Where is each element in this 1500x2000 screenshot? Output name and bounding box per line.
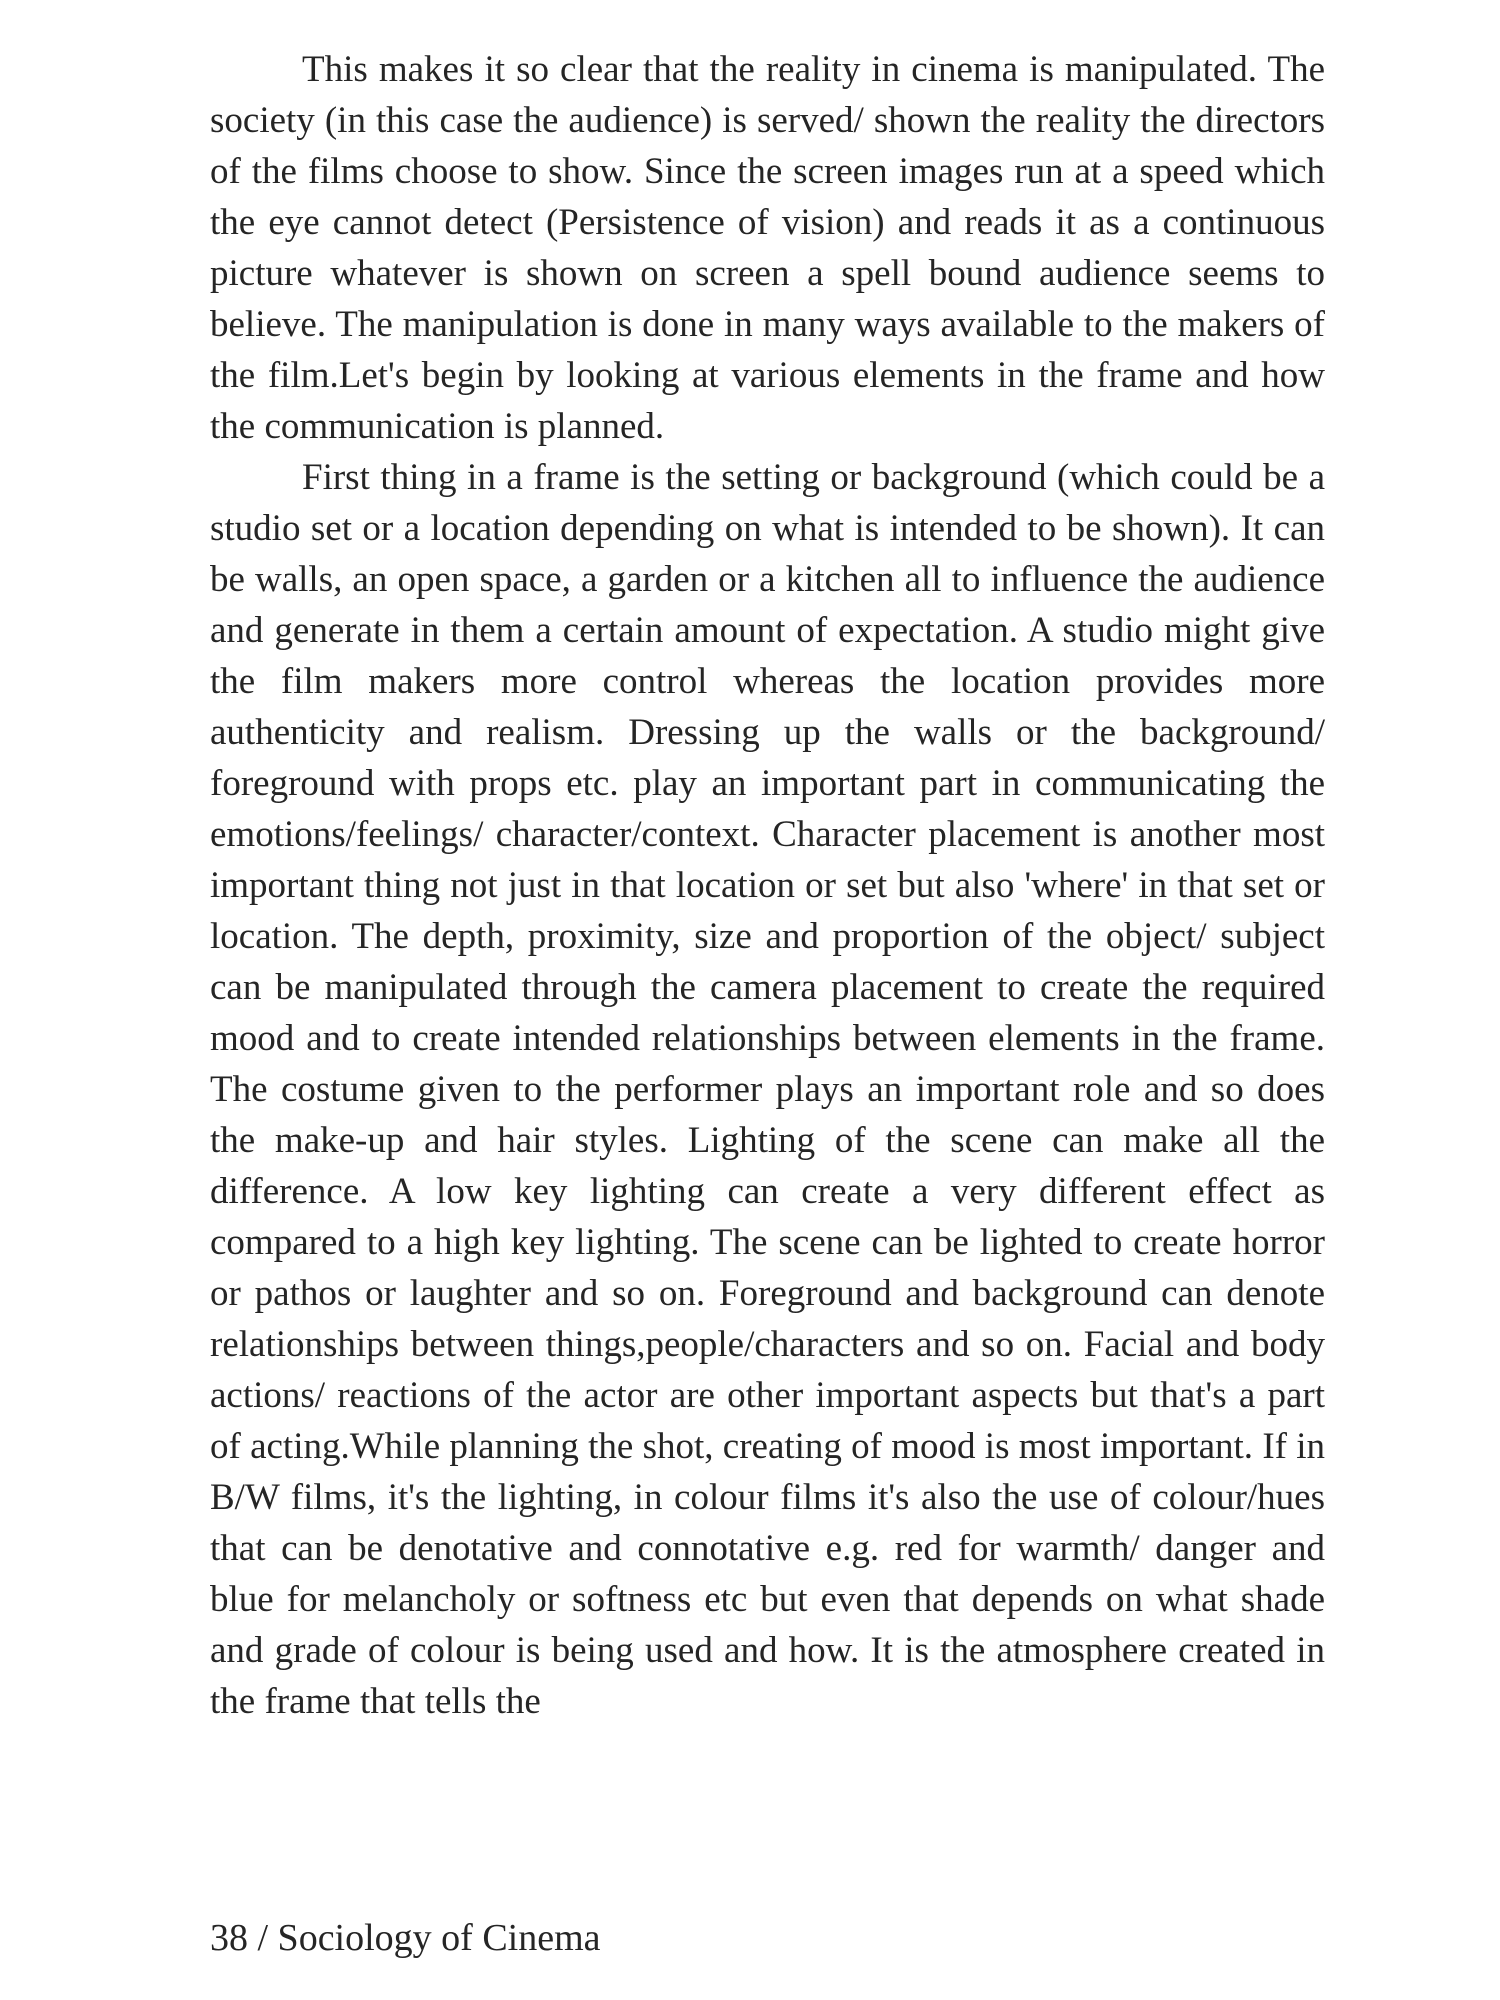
page-footer: 38 / Sociology of Cinema <box>210 1917 601 1959</box>
paragraph-1: This makes it so clear that the reality in cinema is manipulated. The society (in this case the audience) is served/ shown the reality the directors of the films choose to show. Since the screen images run at a speed which the eye cannot detect (Persistence of vision) and reads it as a continuous picture whatever is shown on screen a spell bound audience seems to believe. The manipulation is done in many ways available to the makers of the film.Let's begin by looking at various elements in the frame and how the communication is planned. <box>210 49 1325 447</box>
paragraph-2: First thing in a frame is the setting or background (which could be a studio set or a location depending on what is intended to be shown). It can be walls, an open space, a garden or a kitchen all to influence the audience and generate in them a certain amount of expectation. A studio might give the film makers more control whereas the location provides more authenticity and realism. Dressing up the walls or the background/ foreground with props etc. play an important part in communicating the emotions/feelings/ character/context. Character placement is another most important thing not just in that location or set but also 'where' in that set or location. The depth, proximity, size and proportion of the object/ subject can be manipulated through the camera placement to create the required mood and to create intended relationships between elements in the frame. The costume given to the performer plays an important role and so does the make-up and hair styles. Lighting of the scene can make all the difference. A low key lighting can create a very different effect as compared to a high key lighting. The scene can be lighted to create horror or pathos or laughter and so on. Foreground and background can denote relationships between things,people/characters and so on. Facial and body actions/ reactions of the actor are other important aspects but that's a part of acting.While planning the shot, creating of mood is most important. If in B/W films, it's the lighting, in colour films it's also the use of colour/hues that can be denotative and connotative e.g. red for warmth/ danger and blue for melancholy or softness etc but even that depends on what shade and grade of colour is being used and how. It is the atmosphere created in the frame that tells the <box>210 457 1325 1722</box>
body-text <box>210 44 1325 1727</box>
